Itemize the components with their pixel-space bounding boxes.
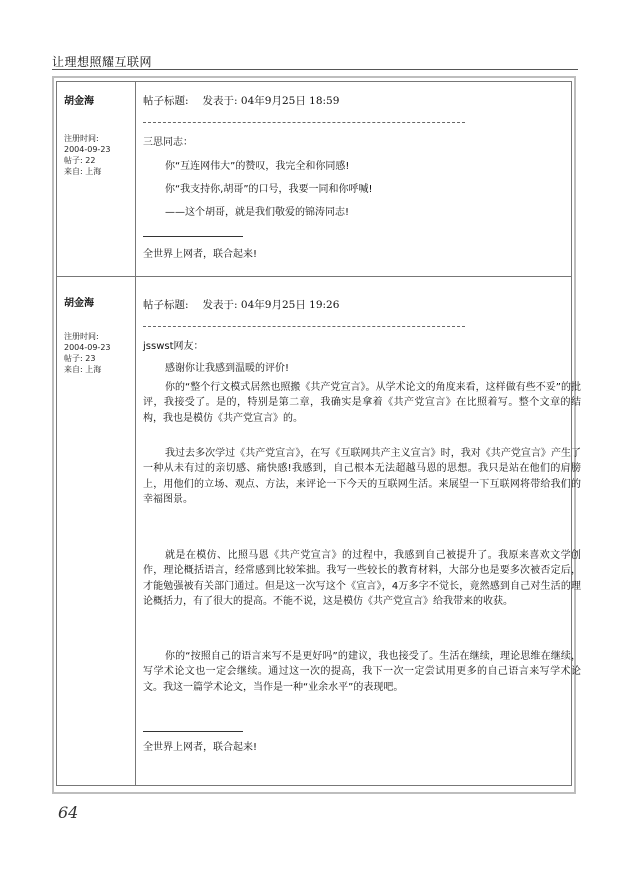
post-greeting: 三思同志：: [143, 137, 193, 148]
post-subject-label: 帖子标题:: [143, 299, 189, 311]
location: 来自: 上海: [64, 167, 102, 176]
post-subject-label: 帖子标题:: [143, 95, 189, 107]
dashed-divider: [143, 326, 465, 327]
author-info: [64, 331, 111, 375]
post-signature: 全世界上网者，联合起来!: [143, 742, 258, 753]
registration-label: 注册时间:: [64, 134, 99, 143]
post-time: 发表于: 04年9月25日 19:26: [202, 299, 340, 311]
location: 来自: 上海: [64, 365, 102, 374]
registration-date: 2004-09-23: [64, 343, 111, 352]
post-time: 发表于: 04年9月25日 18:59: [202, 95, 340, 107]
post-paragraph: 我过去多次学过《共产党宣言》，在写《互联网共产主义宣言》时，我对《共产党宣言》产生了一种从未有过的亲切感、痛快感!我感到，自己根本无法超越马恩的思想。我只是站在他们的肩膀上，用他们的立场、观点、方法，来评论一下今天的互联网生活。来展望一下互联网将带给我们的幸福图景。: [143, 448, 581, 505]
post-line: 你“互连网伟大”的赞叹，我完全和你同感!: [165, 161, 350, 172]
post-line: ——这个胡哥，就是我们敬爱的锦涛同志!: [165, 207, 350, 218]
forum-post: [56, 277, 581, 786]
page-number: 64: [58, 803, 79, 822]
author-name[interactable]: 胡金海: [64, 96, 94, 107]
dashed-divider: [143, 122, 465, 123]
author-info: [64, 133, 111, 177]
header-rule: [52, 69, 578, 70]
signature-divider: [143, 731, 243, 732]
post-count: 帖子: 23: [64, 354, 96, 363]
author-column: [57, 82, 136, 276]
post-greeting: jsswst网友：: [143, 341, 204, 352]
page-frame: [52, 76, 581, 794]
registration-date: 2004-09-23: [64, 145, 111, 154]
author-name[interactable]: 胡金海: [64, 298, 94, 309]
registration-label: 注册时间:: [64, 332, 99, 341]
forum-post: [56, 81, 572, 277]
signature-divider: [143, 236, 243, 237]
post-line: 你“我支持你,胡哥”的口号，我要一同和你呼喊!: [165, 184, 373, 195]
post-paragraph: 就是在模仿、比照马恩《共产党宣言》的过程中，我感到自己被提升了。我原来喜欢文学创作，理论概括语言，经常感到比较笨拙。我写一些较长的教育材料，大部分也是要多次被否定后，才能勉强被有关部门通过。但是这一次写这个《宣言》，4万多字不觉长，竟然感到自己对生活的理论概括力，有了很大的提高。不能不说，这是模仿《共产党宣言》给我带来的收获。: [143, 550, 581, 607]
post-paragraph: 你的“按照自己的语言来写不是更好吗”的建议，我也接受了。生活在继续，理论思维在继续，写学术论文也一定会继续。通过这一次的提高，我下一次一定尝试用更多的自己语言来写学术论文。我这一篇学术论文，当作是一种“业余水平”的表现吧。: [143, 651, 581, 693]
post-count: 帖子: 22: [64, 156, 96, 165]
post-header: [143, 93, 339, 108]
post-paragraph: 你的“整个行文模式居然也照搬《共产党宣言》。从学术论文的角度来看，这样做有些不妥”的批评，我接受了。是的，特别是第二章，我确实是拿着《共产党宣言》在比照着写。整个文章的结构，我也是模仿《共产党宣言》的。: [143, 382, 581, 424]
author-column: [57, 277, 136, 785]
post-header: [143, 297, 339, 312]
book-running-title: 让理想照耀互联网: [52, 55, 153, 69]
post-signature: 全世界上网者，联合起来!: [143, 249, 258, 260]
post-intro: 感谢你让我感到温暖的评价!: [165, 363, 290, 374]
